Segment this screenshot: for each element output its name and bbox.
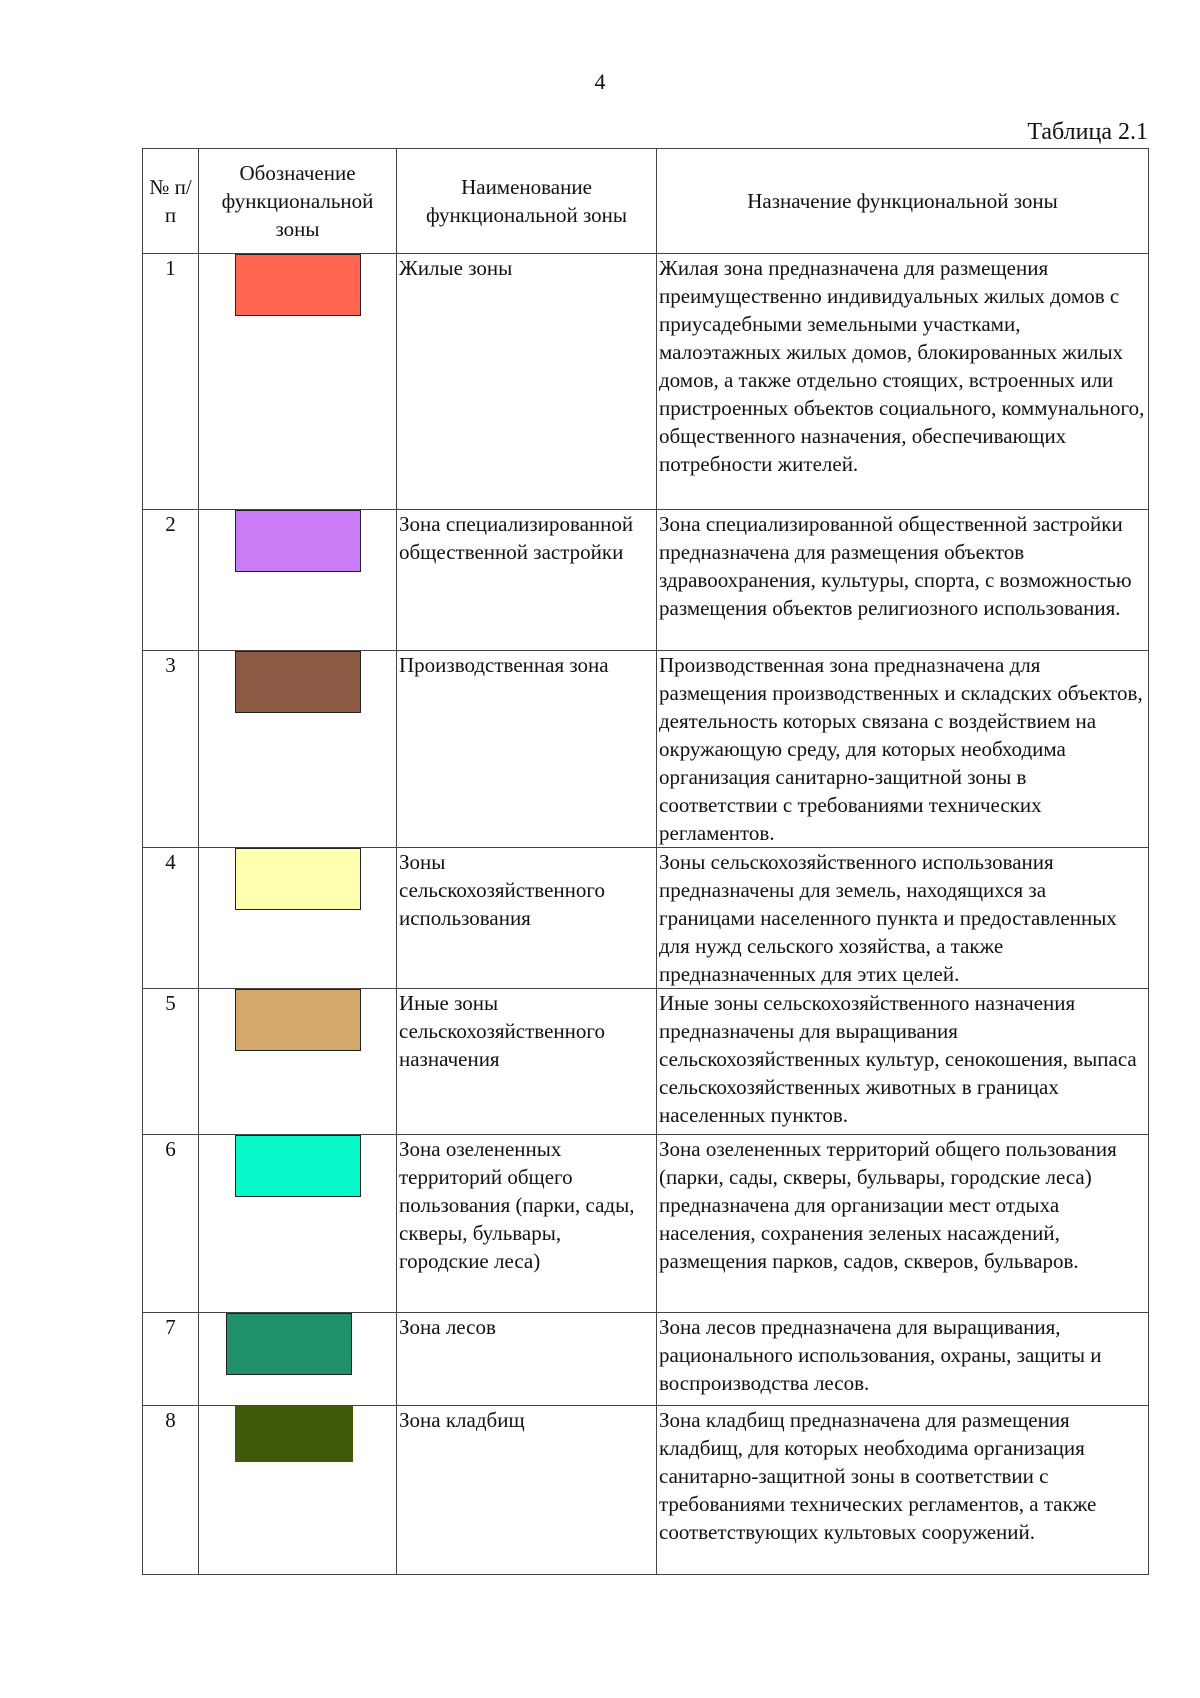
row-number: 8 [143,1406,199,1575]
zone-name: Зона специализированной общественной застройки [397,510,657,651]
row-number: 4 [143,848,199,989]
zone-name: Зона кладбищ [397,1406,657,1575]
zone-name: Зона лесов [397,1313,657,1406]
zone-purpose: Зоны сельскохозяйственного использования предназначены для земель, находящихся за границами населенного пункта и предоставленных для нужд сельского хозяйства, а также предназначенных для этих целей. [657,848,1149,989]
zone-purpose: Зона лесов предназначена для выращивания, рационального использования, охраны, защиты и воспроизводства лесов. [657,1313,1149,1406]
table-row [143,1135,1149,1313]
table-row [143,1313,1149,1406]
zone-purpose: Зона озелененных территорий общего пользования (парки, сады, скверы, бульвары, городские леса) предназначена для организации мест отдыха населения, сохранения зеленых насаждений, размещения парков, садов, скверов, бульваров. [657,1135,1149,1313]
zone-purpose: Жилая зона предназначена для размещения преимущественно индивидуальных жилых домов с приусадебными земельными участками, малоэтажных жилых домов, блокированных жилых домов, а также отдельно стоящих, встроенных или пристроенных объектов социального, коммунального, общественного назначения, обеспечивающих потребности жителей. [657,254,1149,510]
row-number: 3 [143,651,199,848]
zone-name: Иные зоны сельскохозяйственного назначения [397,989,657,1135]
table-header-row [143,149,1149,254]
header-num: № п/п [143,149,199,254]
table-caption: Таблица 2.1 [1027,119,1148,145]
residential-zone-swatch [235,254,361,316]
row-number: 1 [143,254,199,510]
table-row [143,254,1149,510]
functional-zones-table [142,148,1149,1575]
row-number: 6 [143,1135,199,1313]
header-purpose: Назначение функциональной зоны [657,149,1149,254]
agricultural-zone-swatch [235,848,361,910]
zone-purpose: Производственная зона предназначена для размещения производственных и складских объектов, деятельность которых связана с воздействием на окружающую среду, для которых необходима организация санитарно-защитной зоны в соответствии с требованиями технических регламентов. [657,651,1149,848]
zone-name: Жилые зоны [397,254,657,510]
table-row [143,848,1149,989]
table-row [143,651,1149,848]
row-number: 5 [143,989,199,1135]
zone-purpose: Иные зоны сельскохозяйственного назначения предназначены для выращивания сельскохозяйственных культур, сенокошения, выпаса сельскохозяйственных животных в границах населенных пунктов. [657,989,1149,1135]
zone-purpose: Зона кладбищ предназначена для размещения кладбищ, для которых необходима организация санитарно-защитной зоны в соответствии с требованиями технических регламентов, а также соответствующих культовых сооружений. [657,1406,1149,1575]
green-areas-zone-swatch [235,1135,361,1197]
other-agricultural-zone-swatch [235,989,361,1051]
zone-name: Зона озелененных территорий общего пользования (парки, сады, скверы, бульвары, городские леса) [397,1135,657,1313]
row-number: 7 [143,1313,199,1406]
header-name: Наименование функциональной зоны [397,149,657,254]
industrial-zone-swatch [235,651,361,713]
table-row [143,510,1149,651]
zone-name: Зоны сельскохозяйственного использования [397,848,657,989]
zone-name: Производственная зона [397,651,657,848]
header-symbol: Обозначение функциональной зоны [199,149,397,254]
row-number: 2 [143,510,199,651]
forest-zone-swatch [226,1313,352,1375]
public-buildings-zone-swatch [235,510,361,572]
zone-purpose: Зона специализированной общественной застройки предназначена для размещения объектов здравоохранения, культуры, спорта, с возможностью размещения объектов религиозного использования. [657,510,1149,651]
table-row [143,1406,1149,1575]
page-number: 4 [594,69,606,94]
cemetery-zone-swatch [235,1406,353,1462]
table-row [143,989,1149,1135]
